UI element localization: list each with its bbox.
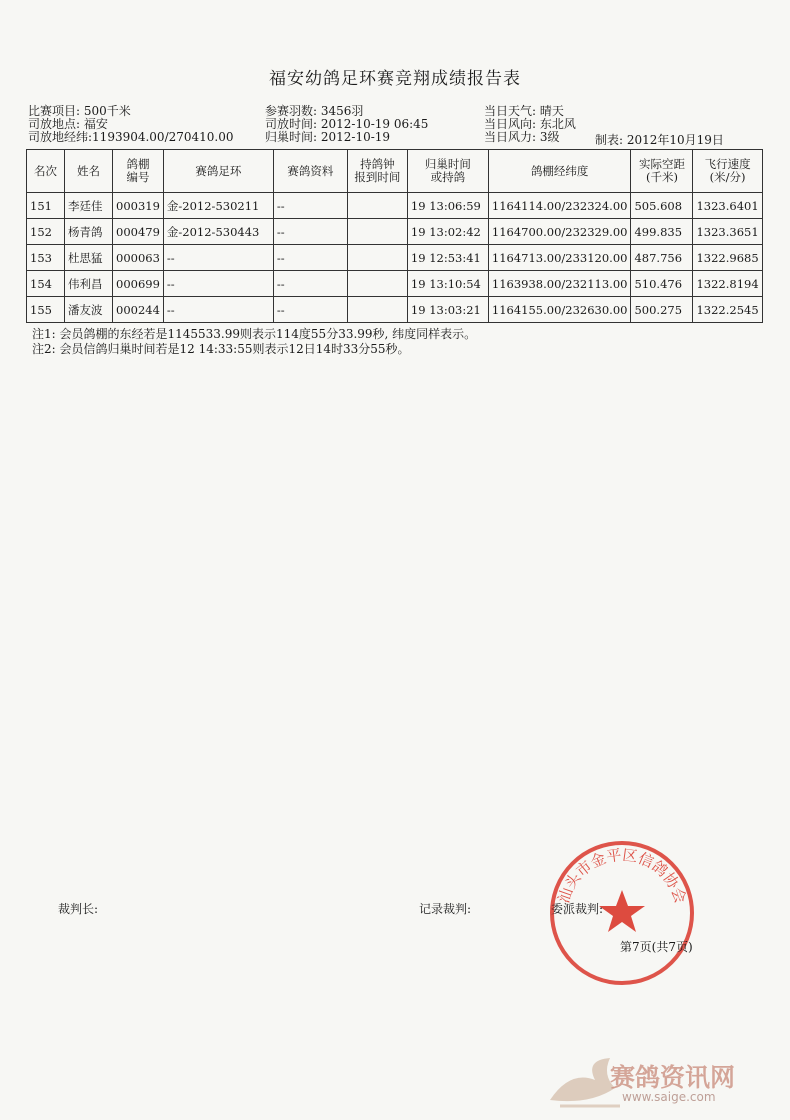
cell-bird-info: --	[273, 219, 347, 245]
header-clock-time: 持鸽钟 报到时间	[347, 150, 407, 193]
header-ring: 赛鸽足环	[163, 150, 273, 193]
meta-wind-force: 当日风力: 3级	[484, 130, 560, 144]
cell-loft-id: 000479	[113, 219, 164, 245]
cell-return-time: 19 13:06:59	[407, 193, 488, 219]
watermark-name: 赛鸽资讯网	[610, 1063, 736, 1092]
cell-ring: --	[163, 245, 273, 271]
meta-column-3	[484, 105, 576, 144]
meta-column-1	[28, 105, 234, 144]
cell-loft-coords: 1164114.00/232324.00	[488, 193, 631, 219]
cell-rank: 154	[27, 271, 65, 297]
cell-loft-id: 000244	[113, 297, 164, 323]
cell-loft-coords: 1164713.00/233120.00	[488, 245, 631, 271]
meta-event: 比赛项目: 500千米	[28, 104, 131, 118]
cell-ring: 金-2012-530211	[163, 193, 273, 219]
cell-bird-info: --	[273, 193, 347, 219]
dispatched-referee-label: 委派裁判:	[551, 902, 604, 916]
cell-loft-id: 000699	[113, 271, 164, 297]
cell-distance: 500.275	[631, 297, 693, 323]
meta-wind-direction: 当日风向: 东北风	[484, 117, 576, 131]
cell-ring: 金-2012-530443	[163, 219, 273, 245]
cell-rank: 152	[27, 219, 65, 245]
table-row	[27, 271, 763, 297]
cell-return-time: 19 13:10:54	[407, 271, 488, 297]
record-referee-label: 记录裁判:	[419, 902, 472, 916]
cell-clock-time	[347, 245, 407, 271]
meta-release-time: 司放时间: 2012-10-19 06:45	[265, 117, 429, 131]
cell-loft-coords: 1164700.00/232329.00	[488, 219, 631, 245]
star-icon	[599, 890, 645, 932]
table-row	[27, 245, 763, 271]
header-distance: 实际空距 (千米)	[631, 150, 693, 193]
report-title: 福安幼鸽足环赛竞翔成绩报告表	[269, 69, 521, 89]
cell-speed: 1323.6401	[693, 193, 762, 219]
meta-release-coords: 司放地经纬:1193904.00/270410.00	[28, 130, 234, 144]
meta-return-time: 归巢时间: 2012-10-19	[265, 130, 391, 144]
cell-clock-time	[347, 297, 407, 323]
results-table	[26, 149, 763, 323]
footnote-2: 注2: 会员信鸽归巢时间若是12 14:33:55则表示12日14时33分55秒。	[32, 342, 410, 356]
cell-distance: 510.476	[631, 271, 693, 297]
cell-clock-time	[347, 193, 407, 219]
header-speed: 飞行速度 (米/分)	[693, 150, 762, 193]
cell-distance: 487.756	[631, 245, 693, 271]
meta-entries: 参赛羽数: 3456羽	[265, 104, 364, 118]
cell-rank: 155	[27, 297, 65, 323]
cell-rank: 151	[27, 193, 65, 219]
meta-weather: 当日天气: 晴天	[484, 104, 564, 118]
cell-loft-coords: 1163938.00/232113.00	[488, 271, 631, 297]
cell-bird-info: --	[273, 245, 347, 271]
cell-return-time: 19 13:02:42	[407, 219, 488, 245]
header-return-time: 归巢时间 或持鸽	[407, 150, 488, 193]
footnotes	[32, 327, 476, 357]
cell-loft-id: 000319	[113, 193, 164, 219]
table-header-row	[27, 150, 763, 193]
cell-ring: --	[163, 297, 273, 323]
cell-speed: 1322.9685	[693, 245, 762, 271]
seal-text: 汕头市金平区信鸽协会	[554, 845, 690, 906]
cell-bird-info: --	[273, 297, 347, 323]
cell-name: 李廷佳	[65, 193, 113, 219]
cell-name: 潘友波	[65, 297, 113, 323]
cell-speed: 1322.8194	[693, 271, 762, 297]
header-loft-id: 鸽棚 编号	[113, 150, 164, 193]
table-row	[27, 297, 763, 323]
page-number: 第7页(共7页)	[620, 940, 693, 954]
header-name: 姓名	[65, 150, 113, 193]
cell-bird-info: --	[273, 271, 347, 297]
cell-ring: --	[163, 271, 273, 297]
cell-return-time: 19 13:03:21	[407, 297, 488, 323]
header-loft-coords: 鸽棚经纬度	[488, 150, 631, 193]
cell-loft-coords: 1164155.00/232630.00	[488, 297, 631, 323]
cell-clock-time	[347, 271, 407, 297]
cell-speed: 1323.3651	[693, 219, 762, 245]
cell-return-time: 19 12:53:41	[407, 245, 488, 271]
cell-clock-time	[347, 219, 407, 245]
table-row	[27, 193, 763, 219]
cell-loft-id: 000063	[113, 245, 164, 271]
meta-release-place: 司放地点: 福安	[28, 117, 108, 131]
header-rank: 名次	[27, 150, 65, 193]
cell-name: 杜思猛	[65, 245, 113, 271]
cell-name: 伟利昌	[65, 271, 113, 297]
footnote-1: 注1: 会员鸽棚的东经若是1145533.99则表示114度55分33.99秒, 纬度同样表示。	[32, 327, 477, 341]
meta-prepared-date: 制表: 2012年10月19日	[595, 133, 724, 147]
chief-referee-label: 裁判长:	[58, 902, 99, 916]
table-row	[27, 219, 763, 245]
cell-distance: 499.835	[631, 219, 693, 245]
cell-rank: 153	[27, 245, 65, 271]
cell-name: 杨青鸽	[65, 219, 113, 245]
cell-speed: 1322.2545	[693, 297, 762, 323]
header-bird-info: 赛鸽资料	[273, 150, 347, 193]
cell-distance: 505.608	[631, 193, 693, 219]
watermark-url: www.saige.com	[622, 1090, 716, 1104]
meta-column-2	[265, 105, 428, 144]
